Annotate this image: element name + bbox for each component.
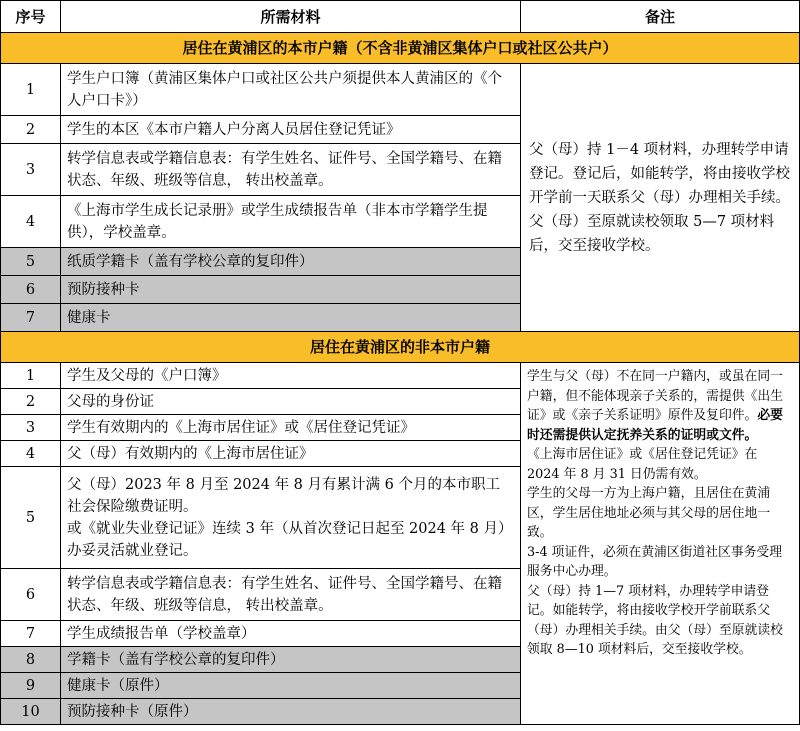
table-header <box>1 1 800 33</box>
row-material <box>61 467 521 569</box>
row-material: 学生及父母的《户口簿》 <box>61 363 521 389</box>
header-no: 序号 <box>1 1 61 33</box>
row-number: 3 <box>1 144 61 196</box>
row-material: 预防接种卡 <box>61 276 521 304</box>
row-number: 1 <box>1 363 61 389</box>
section-header-local <box>1 33 800 64</box>
row-number: 5 <box>1 467 61 569</box>
row-number: 9 <box>1 673 61 699</box>
row-number: 2 <box>1 389 61 415</box>
header-material: 所需材料 <box>61 1 521 33</box>
row-number: 2 <box>1 116 61 144</box>
row-number: 5 <box>1 248 61 276</box>
section-title: 居住在黄浦区的本市户籍（不含非黄浦区集体户口或社区公共户） <box>1 33 800 64</box>
table-row <box>1 64 800 116</box>
table-row <box>1 363 800 389</box>
row-number: 4 <box>1 441 61 467</box>
row-number: 7 <box>1 621 61 647</box>
row-material: 父（母）有效期内的《上海市居住证》 <box>61 441 521 467</box>
row-material-line: 父（母）2023 年 8 月至 2024 年 8 月有累计满 6 个月的本市职工社会保险缴费证明。 <box>67 476 500 515</box>
row-material: 转学信息表或学籍信息表：有学生姓名、证件号、全国学籍号、在籍状态、年级、班级等信息， 转出校盖章。 <box>61 144 521 196</box>
note-text: 学生与父（母）不在同一户籍内，或虽在同一户籍，但不能体现亲子关系的，需提供《出生证》或《亲子关系证明》原件及复印件。 <box>527 369 783 423</box>
note-paragraph: 父（母）持 1—7 项材料，办理转学申请登记。如能转学，将由接收学校开学前联系父（母）办理相关手续。由父（母）至原就读校领取 8—10 项材料后，交至接收学校。 <box>527 583 783 657</box>
row-material: 转学信息表或学籍信息表：有学生姓名、证件号、全国学籍号、在籍状态、年级、班级等信息， 转出校盖章。 <box>61 569 521 621</box>
row-material: 学生户口簿（黄浦区集体户口或社区公共户须提供本人黄浦区的《个人户口卡》） <box>61 64 521 116</box>
note-paragraph: 《上海市居住证》或《居住登记凭证》在 2024 年 8 月 31 日仍需有效。 <box>527 447 758 482</box>
note-paragraph <box>527 367 793 445</box>
note-paragraph: 父（母）至原就读校领取 5—7 项材料后，交至接收学校。 <box>529 213 775 254</box>
row-material: 健康卡 <box>61 304 521 332</box>
row-number: 6 <box>1 276 61 304</box>
row-material: 预防接种卡（原件） <box>61 699 521 725</box>
row-number: 1 <box>1 64 61 116</box>
row-material: 学生有效期内的《上海市居住证》或《居住登记凭证》 <box>61 415 521 441</box>
note-paragraph: 父（母）持 1－4 项材料，办理转学申请登记。登记后，如能转学，将由接收学校开学前一天联系父（母）办理相关手续。 <box>529 141 790 206</box>
row-material: 父母的身份证 <box>61 389 521 415</box>
row-material: 《上海市学生成长记录册》或学生成绩报告单（非本市学籍学生提供），学校盖章。 <box>61 196 521 248</box>
section-note <box>521 363 800 725</box>
note-paragraph: 3-4 项证件，必须在黄浦区街道社区事务受理服务中心办理。 <box>527 544 783 579</box>
row-material: 学生成绩报告单（学校盖章） <box>61 621 521 647</box>
row-number: 3 <box>1 415 61 441</box>
note-bold-text: 必要时还需提供认定抚养关系的证明或文件。 <box>527 408 783 443</box>
row-material: 纸质学籍卡（盖有学校公章的复印件） <box>61 248 521 276</box>
section-header-nonlocal <box>1 332 800 363</box>
row-material-line: 或《就业失业登记证》连续 3 年（从首次登记日起至 2024 年 8 月）办妥灵活就业登记。 <box>67 520 513 559</box>
note-paragraph: 学生的父母一方为上海户籍，且居住在黄浦区，学生居住地址必须与其父母的居住地一致。 <box>527 486 771 540</box>
row-material: 健康卡（原件） <box>61 673 521 699</box>
row-number: 7 <box>1 304 61 332</box>
row-number: 6 <box>1 569 61 621</box>
row-material: 学籍卡（盖有学校公章的复印件） <box>61 647 521 673</box>
header-note: 备注 <box>521 1 800 33</box>
row-material: 学生的本区《本市户籍人户分离人员居住登记凭证》 <box>61 116 521 144</box>
row-number: 10 <box>1 699 61 725</box>
row-number: 8 <box>1 647 61 673</box>
row-number: 4 <box>1 196 61 248</box>
section-note <box>521 64 800 332</box>
section-title: 居住在黄浦区的非本市户籍 <box>1 332 800 363</box>
